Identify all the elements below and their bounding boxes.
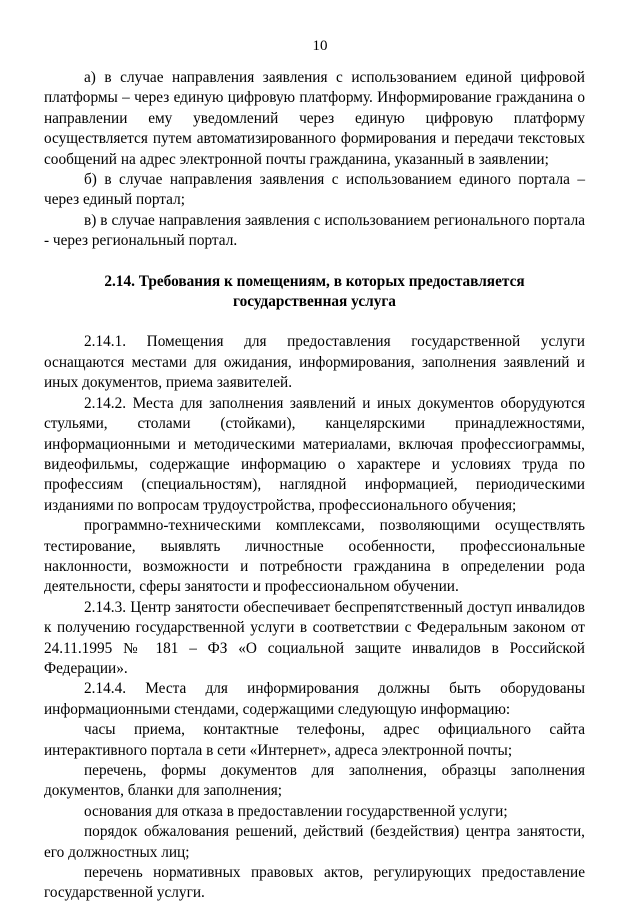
page-number: 10 — [312, 38, 328, 54]
section-heading-line1: 2.14. Требования к помещениям, в которых предоставляется — [104, 272, 525, 290]
list-item-legal-acts: перечень нормативных правовых актов, регулирующих предоставление государственной услуги. — [44, 864, 585, 902]
paragraph-2-14-4: 2.14.4. Места для информирования должны быть оборудованы информационными стендами, содержащими следующую информацию: — [44, 680, 585, 718]
list-item-appeal-procedure: порядок обжалования решений, действий (бездействия) центра занятости, его должностных лиц; — [44, 823, 585, 861]
document-body — [44, 68, 585, 904]
paragraph-2-14-2: 2.14.2. Места для заполнения заявлений и иных документов оборудуются стульями, столами (стойками), канцелярскими принадлежностями, информационными и методическими материалами, включая профессиограммы, видеофильмы, содержащие информацию о характере и условиях труда по профессиям (специальностям), наглядной информацией, периодическими изданиями по вопросам трудоустройства, профессионального обучения; — [44, 394, 585, 514]
paragraph-a: а) в случае направления заявления с использованием единой цифровой платформы – через единую цифровую платформу. Информирование гражданина о направлении ему уведомлений через единую цифровую платформу осуществляется путем автоматизированного формирования и передачи текстовых сообщений на адрес электронной почты гражданина, указанный в заявлении; — [44, 69, 585, 168]
paragraph-2-14-3: 2.14.3. Центр занятости обеспечивает беспрепятственный доступ инвалидов к получению государственной услуги в соответствии с Федеральным законом от 24.11.1995 № 181 – ФЗ «О социальной защите инвалидов в Российской Федерации». — [44, 598, 585, 677]
paragraph-c: в) в случае направления заявления с использованием регионального портала - через региональный портал. — [44, 211, 585, 250]
list-item-hours: часы приема, контактные телефоны, адрес официального сайта интерактивного портала в сети «Интернет», адреса электронной почты; — [44, 721, 585, 759]
paragraph-software-complexes: программно-техническими комплексами, позволяющими осуществлять тестирование, выявлять личностные особенности, профессиональные наклонности, возможности и потребности гражданина в определении рода деятельности, сферы занятости и профессиональном обучении. — [44, 517, 585, 596]
section-heading-line2: государственная услуга — [233, 293, 396, 311]
paragraph-2-14-1: 2.14.1. Помещения для предоставления государственной услуги оснащаются местами для ожидания, информирования, заполнения заявлений и иных документов, приема заявителей. — [44, 333, 585, 392]
paragraph-b: б) в случае направления заявления с использованием единого портала – через единый портал; — [44, 171, 585, 209]
section-heading — [44, 272, 585, 313]
list-item-forms: перечень, формы документов для заполнения, образцы заполнения документов, бланки для заполнения; — [44, 762, 585, 800]
list-item-refusal-grounds: основания для отказа в предоставлении государственной услуги; — [84, 802, 508, 820]
